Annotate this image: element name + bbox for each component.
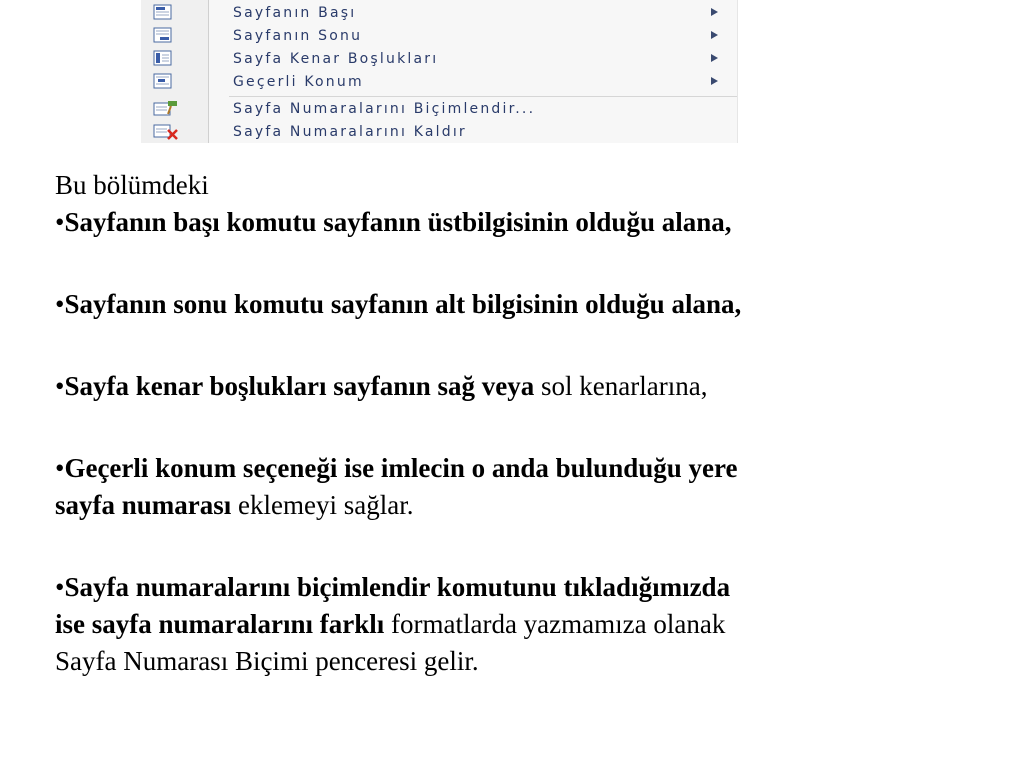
paragraph-bold-text: Sayfanın başı komutu sayfanın üstbilgisinin olduğu alana, xyxy=(64,207,732,237)
submenu-arrow-icon xyxy=(711,77,718,85)
menu-item-current-position[interactable] xyxy=(141,71,737,93)
menu-item-label: Sayfa Numaralarını Kaldır xyxy=(233,124,467,140)
remove-page-numbers-icon xyxy=(153,123,175,139)
menu-item-bottom-of-page[interactable] xyxy=(141,25,737,47)
current-position-icon xyxy=(153,73,175,89)
paragraph-bold-text: Geçerli konum seçeneği ise imlecin o anda bulunduğu yere xyxy=(64,453,738,483)
menu-item-label: Sayfanın Başı xyxy=(233,5,357,21)
menu-item-format-page-numbers[interactable] xyxy=(141,98,737,120)
paragraph-top-of-page xyxy=(55,204,985,241)
paragraph-regular-text: sol kenarlarına, xyxy=(534,371,708,401)
format-page-numbers-icon xyxy=(153,100,175,116)
menu-item-page-margins[interactable] xyxy=(141,48,737,70)
paragraph-regular-text: Sayfa Numarası Biçimi penceresi gelir. xyxy=(55,646,479,676)
paragraph-regular-text: eklemeyi sağlar. xyxy=(231,490,414,520)
slide-body-text xyxy=(55,167,985,680)
page-number-menu xyxy=(141,0,738,143)
page-margins-icon xyxy=(153,50,175,66)
bullet: • xyxy=(55,371,65,401)
menu-item-label: Sayfa Numaralarını Biçimlendir... xyxy=(233,101,536,117)
submenu-arrow-icon xyxy=(711,8,718,16)
paragraph-format-page-numbers xyxy=(55,569,985,680)
paragraph-page-margins xyxy=(55,368,985,405)
intro-text: Bu bölümdeki xyxy=(55,170,209,200)
paragraph-bottom-of-page xyxy=(55,286,985,323)
paragraph-regular-text: formatlarda yazmamıza olanak xyxy=(384,609,726,639)
bullet: • xyxy=(55,289,65,319)
paragraph-bold-text: sayfa numarası xyxy=(55,490,232,520)
submenu-arrow-icon xyxy=(711,54,718,62)
menu-item-label: Geçerli Konum xyxy=(233,74,364,90)
menu-separator xyxy=(229,96,737,97)
menu-item-remove-page-numbers[interactable] xyxy=(141,121,737,143)
submenu-arrow-icon xyxy=(711,31,718,39)
paragraph-current-position xyxy=(55,450,985,524)
bullet: • xyxy=(55,572,65,602)
menu-item-top-of-page[interactable] xyxy=(141,2,737,24)
paragraph-bold-text: Sayfanın sonu komutu sayfanın alt bilgisinin olduğu alana, xyxy=(64,289,742,319)
page-top-icon xyxy=(153,4,175,20)
paragraph-bold-text: Sayfa numaralarını biçimlendir komutunu tıkladığımızda xyxy=(64,572,731,602)
bullet: • xyxy=(55,207,65,237)
menu-item-label: Sayfanın Sonu xyxy=(233,28,363,44)
paragraph-bold-text: ise sayfa numaralarını farklı xyxy=(55,609,385,639)
paragraph-bold-text: Sayfa kenar boşlukları sayfanın sağ veya xyxy=(64,371,535,401)
page-bottom-icon xyxy=(153,27,175,43)
bullet: • xyxy=(55,453,65,483)
menu-item-label: Sayfa Kenar Boşlukları xyxy=(233,51,439,67)
